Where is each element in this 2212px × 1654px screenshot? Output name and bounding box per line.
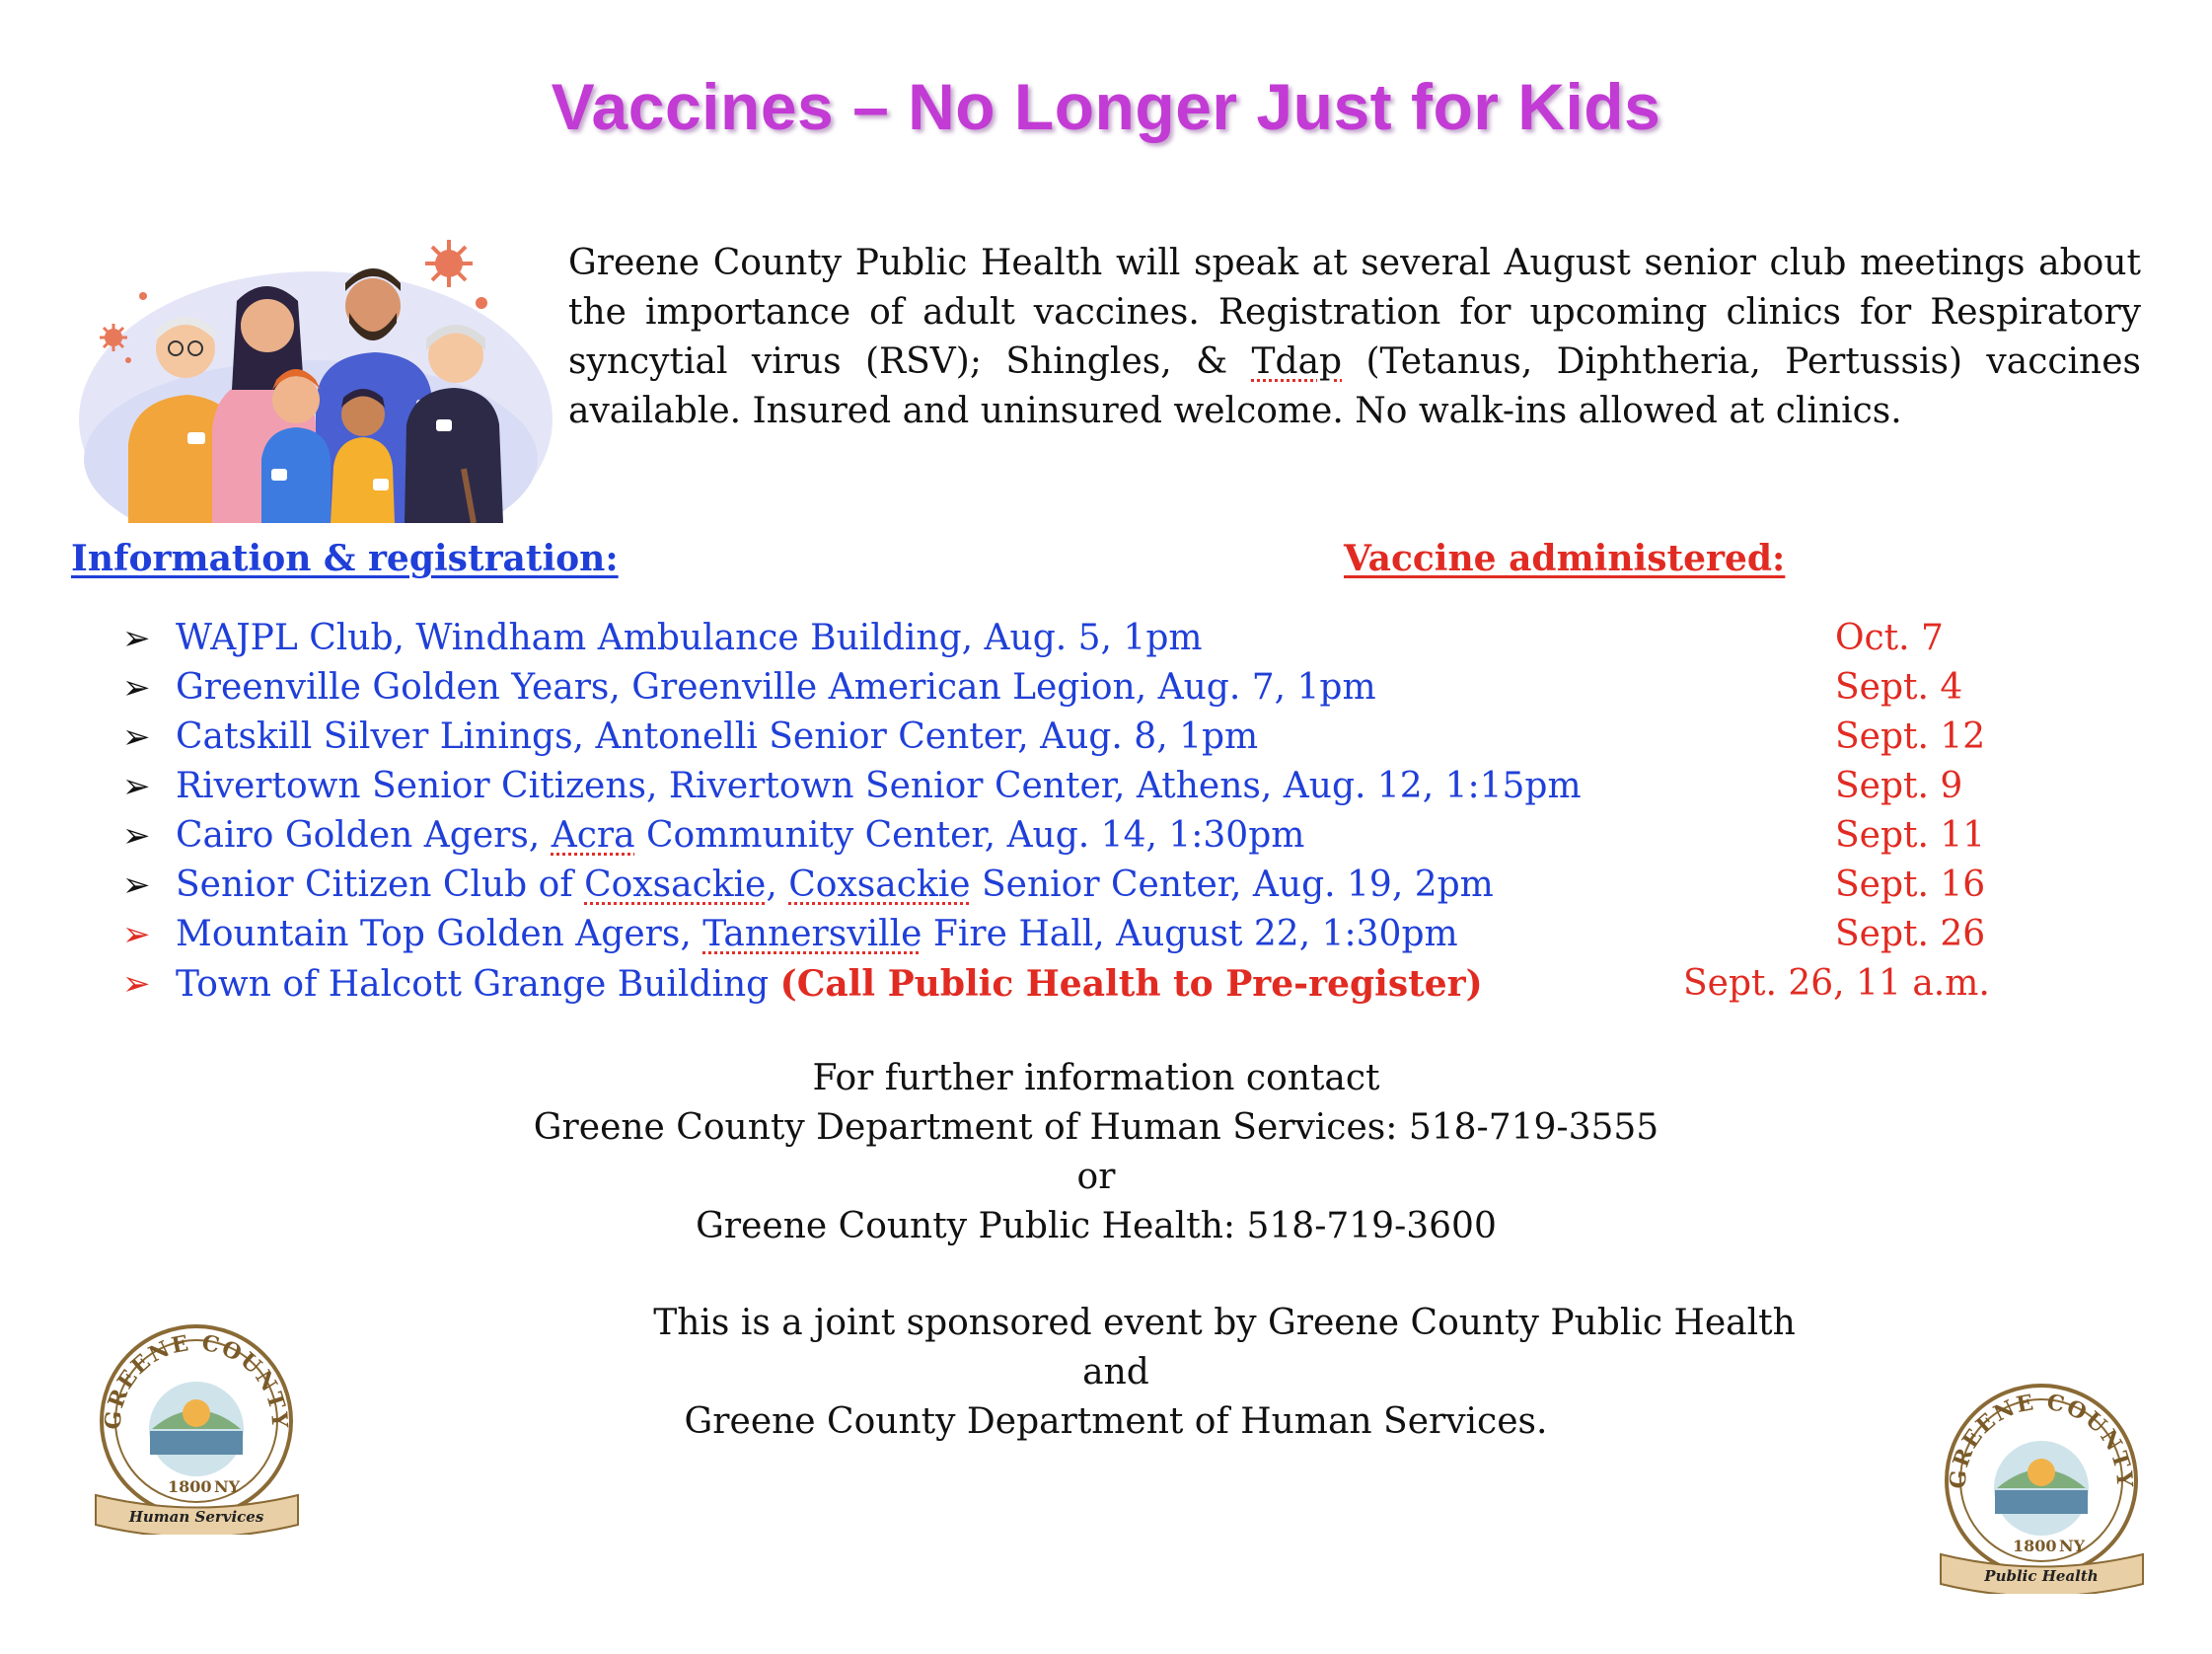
event-description: Greenville Golden Years, Greenville American Legion, Aug. 7, 1pm bbox=[176, 667, 1376, 708]
svg-text:Human Services: Human Services bbox=[128, 1508, 264, 1526]
vaccine-date: Sept. 11 bbox=[1835, 815, 1986, 856]
contact-or: or bbox=[1076, 1157, 1116, 1197]
svg-text:GREENE COUNTY: GREENE COUNTY bbox=[1945, 1389, 2138, 1490]
svg-text:1800: 1800 bbox=[2013, 1537, 2057, 1555]
intro-text-part1: Greene County Public Health will speak at several August senior club meetings about the importance of adult vaccines. Registration for upcoming clinics for Respiratory syncytial virus (RSV); Shingles, & bbox=[568, 243, 2141, 382]
vaccinated-family-illustration bbox=[69, 232, 553, 523]
arrow-bullet-icon: ➢ bbox=[122, 619, 151, 658]
event-description: Town of Halcott Grange Building (Call Public Health to Pre-register) bbox=[176, 963, 1483, 1005]
event-description: Mountain Top Golden Agers, Tannersville Fire Hall, August 22, 1:30pm bbox=[176, 914, 1458, 954]
svg-text:NY: NY bbox=[214, 1477, 241, 1496]
event-description: Senior Citizen Club of Coxsackie, Coxsackie Senior Center, Aug. 19, 2pm bbox=[176, 865, 1494, 905]
event-description: Rivertown Senior Citizens, Rivertown Senior Center, Athens, Aug. 12, 1:15pm bbox=[176, 766, 1582, 806]
svg-text:NY: NY bbox=[2059, 1537, 2086, 1555]
arrow-bullet-icon: ➢ bbox=[122, 964, 151, 1004]
arrow-bullet-icon: ➢ bbox=[122, 865, 151, 905]
contact-human-services: Greene County Department of Human Services: 518-719-3555 bbox=[533, 1107, 1659, 1148]
page-title: Vaccines – No Longer Just for Kids bbox=[551, 70, 1661, 143]
sponsor-and: and bbox=[1082, 1352, 1149, 1392]
vaccine-administered-header: Vaccine administered: bbox=[1344, 538, 1786, 579]
svg-text:Public Health: Public Health bbox=[1984, 1567, 2099, 1585]
human-services-seal bbox=[91, 1322, 303, 1535]
arrow-bullet-icon: ➢ bbox=[122, 668, 151, 708]
vaccine-date: Sept. 26, 11 a.m. bbox=[1683, 963, 1990, 1004]
arrow-bullet-icon: ➢ bbox=[122, 915, 151, 954]
vaccine-date: Oct. 7 bbox=[1835, 618, 1944, 658]
vaccine-date: Sept. 26 bbox=[1835, 914, 1986, 954]
svg-text:1800: 1800 bbox=[168, 1477, 212, 1496]
public-health-seal bbox=[1936, 1382, 2148, 1594]
sponsor-human-services: Greene County Department of Human Services. bbox=[684, 1401, 1548, 1442]
vaccine-date: Sept. 4 bbox=[1835, 667, 1963, 708]
event-description: WAJPL Club, Windham Ambulance Building, Aug. 5, 1pm bbox=[176, 618, 1203, 658]
contact-intro: For further information contact bbox=[812, 1058, 1380, 1098]
event-description: Cairo Golden Agers, Acra Community Center, Aug. 14, 1:30pm bbox=[176, 815, 1305, 856]
information-registration-header: Information & registration: bbox=[71, 538, 619, 579]
intro-text-part2: (Tetanus, Diphtheria, Pertussis) vaccines available. Insured and uninsured welcome. No walk-ins allowed at clinics. bbox=[568, 341, 2142, 431]
event-description: Catskill Silver Linings, Antonelli Senior Center, Aug. 8, 1pm bbox=[176, 716, 1259, 757]
contact-public-health: Greene County Public Health: 518-719-3600 bbox=[696, 1206, 1497, 1246]
intro-paragraph bbox=[568, 239, 2141, 436]
preregister-note: (Call Public Health to Pre-register) bbox=[779, 963, 1483, 1005]
arrow-bullet-icon: ➢ bbox=[122, 767, 151, 806]
intro-tdap: Tdap bbox=[1251, 341, 1343, 382]
svg-text:GREENE COUNTY: GREENE COUNTY bbox=[100, 1329, 293, 1431]
vaccine-date: Sept. 9 bbox=[1835, 766, 1963, 806]
arrow-bullet-icon: ➢ bbox=[122, 816, 151, 856]
vaccine-date: Sept. 16 bbox=[1835, 865, 1986, 905]
vaccine-date: Sept. 12 bbox=[1835, 716, 1986, 757]
sponsor-line: This is a joint sponsored event by Greene County Public Health bbox=[653, 1303, 1796, 1343]
arrow-bullet-icon: ➢ bbox=[122, 717, 151, 757]
